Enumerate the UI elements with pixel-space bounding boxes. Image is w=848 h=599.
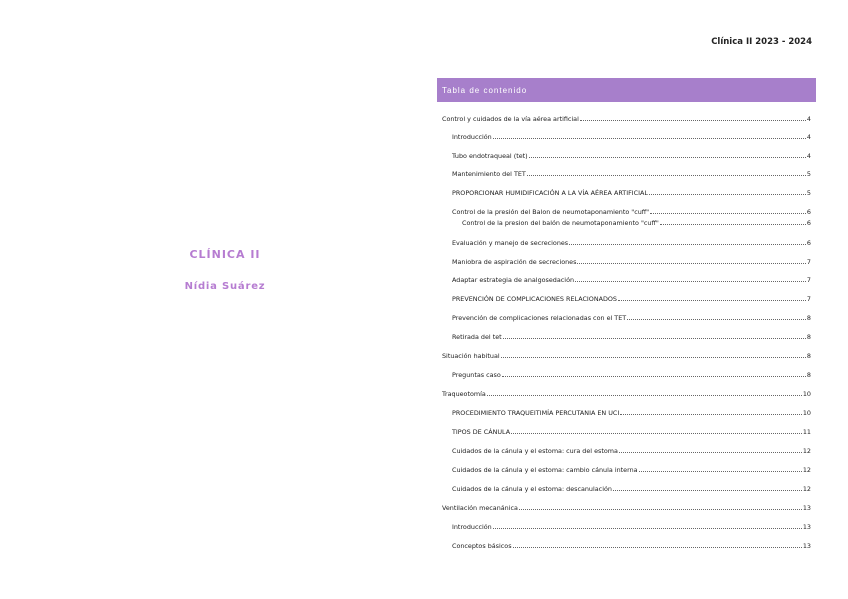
toc-entry[interactable]: Introducción 4 [452, 133, 811, 141]
toc-entry[interactable]: Cuidados de la cánula y el estoma: descanulación 12 [452, 485, 811, 493]
toc-entry[interactable]: Prevención de complicaciones relacionadas con el TET 8 [452, 314, 811, 322]
toc-entry[interactable]: PROPORCIONAR HUMIDIFICACIÓN A LA VÍA AÉREA ARTIFICIAL 5 [452, 189, 811, 197]
toc-entry[interactable]: Mantenimiento del TET 5 [452, 170, 811, 178]
toc-entry[interactable]: Cuidados de la cánula y el estoma: cura del estoma 12 [452, 447, 811, 455]
toc-entry[interactable]: Evaluación y manejo de secreciones 6 [452, 239, 811, 247]
toc-entry[interactable]: PROCEDIMIENTO TRAQUEITIMÍA PERCUTANIA EN UCI 10 [452, 409, 811, 417]
toc-entry[interactable]: Tubo endotraqueal (tet) 4 [452, 152, 811, 160]
toc-entry[interactable]: Adaptar estrategia de analgosedación 7 [452, 276, 811, 284]
toc-entry[interactable]: Introducción 13 [452, 523, 811, 531]
toc-entry[interactable]: Traqueotomía 10 [442, 390, 811, 398]
document-header: Clínica II 2023 - 2024 [711, 37, 812, 47]
cover-author: Nídia Suárez [184, 281, 266, 292]
toc-entry[interactable]: PREVENCIÓN DE COMPLICACIONES RELACIONADOS 7 [452, 295, 811, 303]
toc-entry[interactable]: Retirada del tet 8 [452, 333, 811, 341]
toc-entry[interactable]: Control y cuidados de la vía aérea artificial 4 [442, 115, 811, 123]
toc-entry[interactable]: Preguntas caso 8 [452, 371, 811, 379]
toc-entry[interactable]: Cuidados de la cánula y el estoma: cambio cánula interna 12 [452, 466, 811, 474]
toc-entry[interactable]: TIPOS DE CÁNULA 11 [452, 428, 811, 436]
toc-heading: Tabla de contenido [437, 78, 816, 102]
toc-entry[interactable]: Situación habitual 8 [442, 352, 811, 360]
toc-entry[interactable]: Conceptos básicos 13 [452, 542, 811, 550]
cover-title: CLÍNICA II [189, 248, 261, 261]
toc-entry[interactable]: Control de la presión del Balon de neumotaponamiento "cuff" 6 [452, 208, 811, 216]
toc-entry[interactable]: Maniobra de aspiración de secreciones 7 [452, 258, 811, 266]
toc-entry[interactable]: Ventilación mecanánica 13 [442, 504, 811, 512]
toc-entry[interactable]: Control de la presion del balón de neumotaponamiento "cuff" 6 [462, 219, 811, 227]
cover-block [120, 240, 330, 292]
